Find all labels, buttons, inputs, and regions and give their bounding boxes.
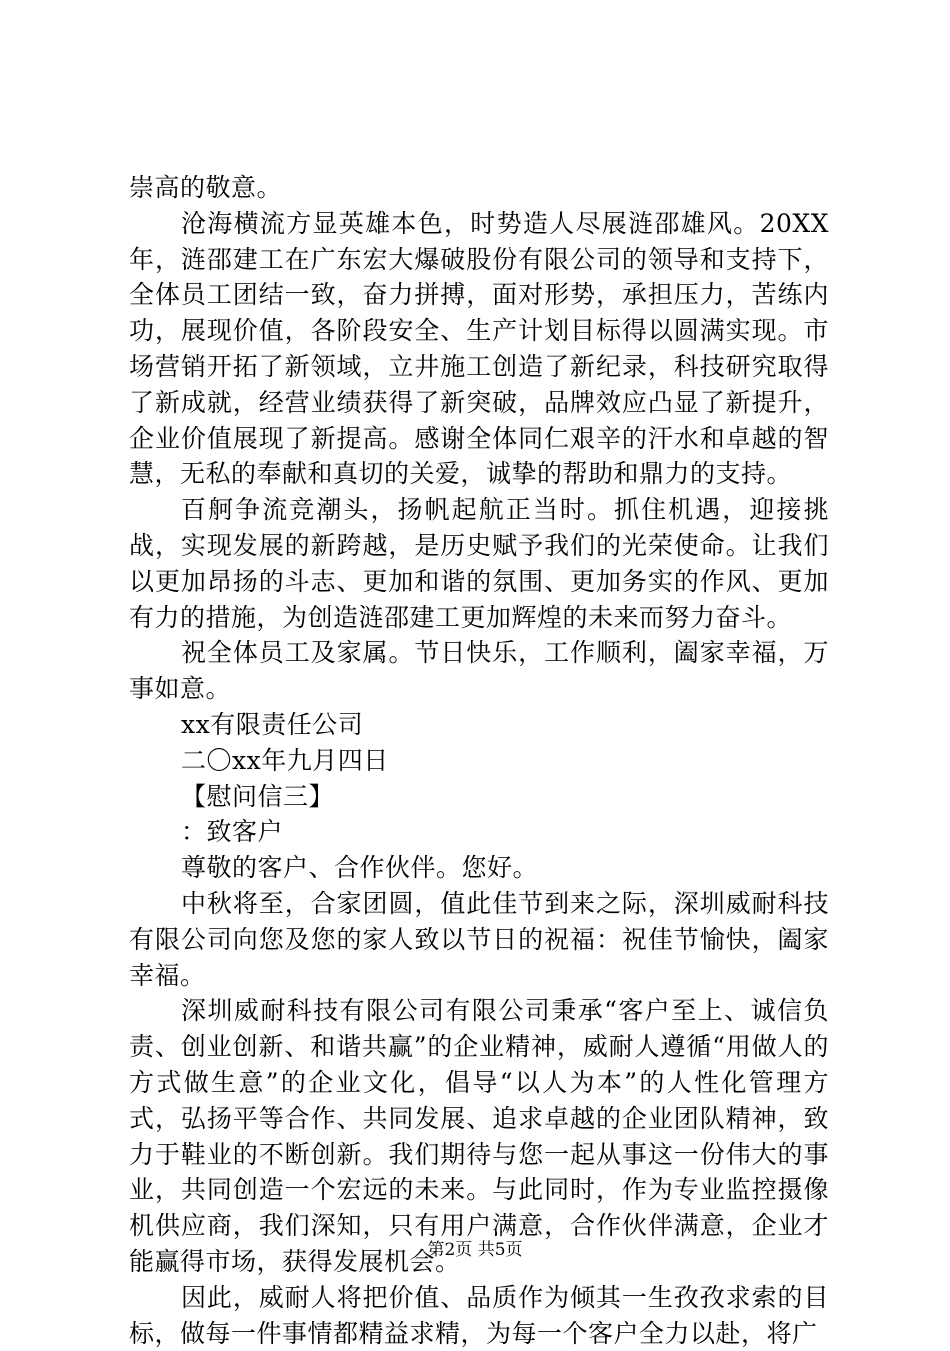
greeting-line: 尊敬的客户、合作伙伴。您好。 — [181, 853, 539, 883]
section-heading: 【慰问信三】 — [181, 781, 335, 811]
addressee-line: ：致客户 — [181, 817, 284, 847]
paragraph-10: 中秋将至，合家团圆，值此佳节到来之际，深圳威耐科技有限公司向您及您的家人致以节日的祝福：祝佳节愉快，阖家幸福。 — [129, 888, 829, 990]
paragraph-12: 因此，威耐人将把价值、品质作为倾其一生孜孜求索的目标，做每一件事情都精益求精，为每一个客户全力以赴，将广 — [129, 1282, 829, 1348]
paragraph-11: 深圳威耐科技有限公司有限公司秉承“客户至上、诚信负责、创业创新、和谐共赢”的企业精神，威耐人遵循“用做人的方式做生意”的企业文化，倡导“以人为本”的人性化管理方式，弘扬平等合作、共同发展、追求卓越的企业团队精神，致力于鞋业的不断创新。我们期待与您一起从事这一份伟大的事业，共同创造一个宏远的未来。与此同时，作为专业监控摄像机供应商，我们深知，只有用户满意，合作伙伴满意，企业才能赢得市场，获得发展机会。 — [129, 996, 829, 1276]
paragraph-3: 百舸争流竞潮头，扬帆起航正当时。抓住机遇，迎接挑战，实现发展的新跨越，是历史赋予我们的光荣使命。让我们以更加昂扬的斗志、更加和谐的氛围、更加务实的作风、更加有力的措施，为创造涟邵建工更加辉煌的未来而努力奋斗。 — [129, 495, 829, 632]
paragraph-4: 祝全体员工及家属。节日快乐，工作顺利，阖家幸福，万事如意。 — [129, 638, 829, 704]
paragraph-1: 崇高的敬意。 — [129, 173, 283, 202]
document-body — [129, 170, 829, 1351]
paragraph-2: 沧海横流方显英雄本色，时势造人尽展涟邵雄风。20XX年，涟邵建工在广东宏大爆破股份有限公司的领导和支持下，全体员工团结一致，奋力拼搏，面对形势，承担压力，苦练内功，展现价值，各阶段安全、生产计划目标得以圆满实现。市场营销开拓了新领域，立井施工创造了新纪录，科技研究取得了新成就，经营业绩获得了新突破，品牌效应凸显了新提升，企业价值展现了新提高。感谢全体同仁艰辛的汗水和卓越的智慧，无私的奉献和真切的关爱，诚挚的帮助和鼎力的支持。 — [129, 208, 829, 489]
signature-date: 二〇xx年九月四日 — [181, 745, 389, 775]
page-number-footer: 第2页 共5页 — [427, 1240, 523, 1260]
signature-company: xx有限责任公司 — [181, 709, 364, 739]
